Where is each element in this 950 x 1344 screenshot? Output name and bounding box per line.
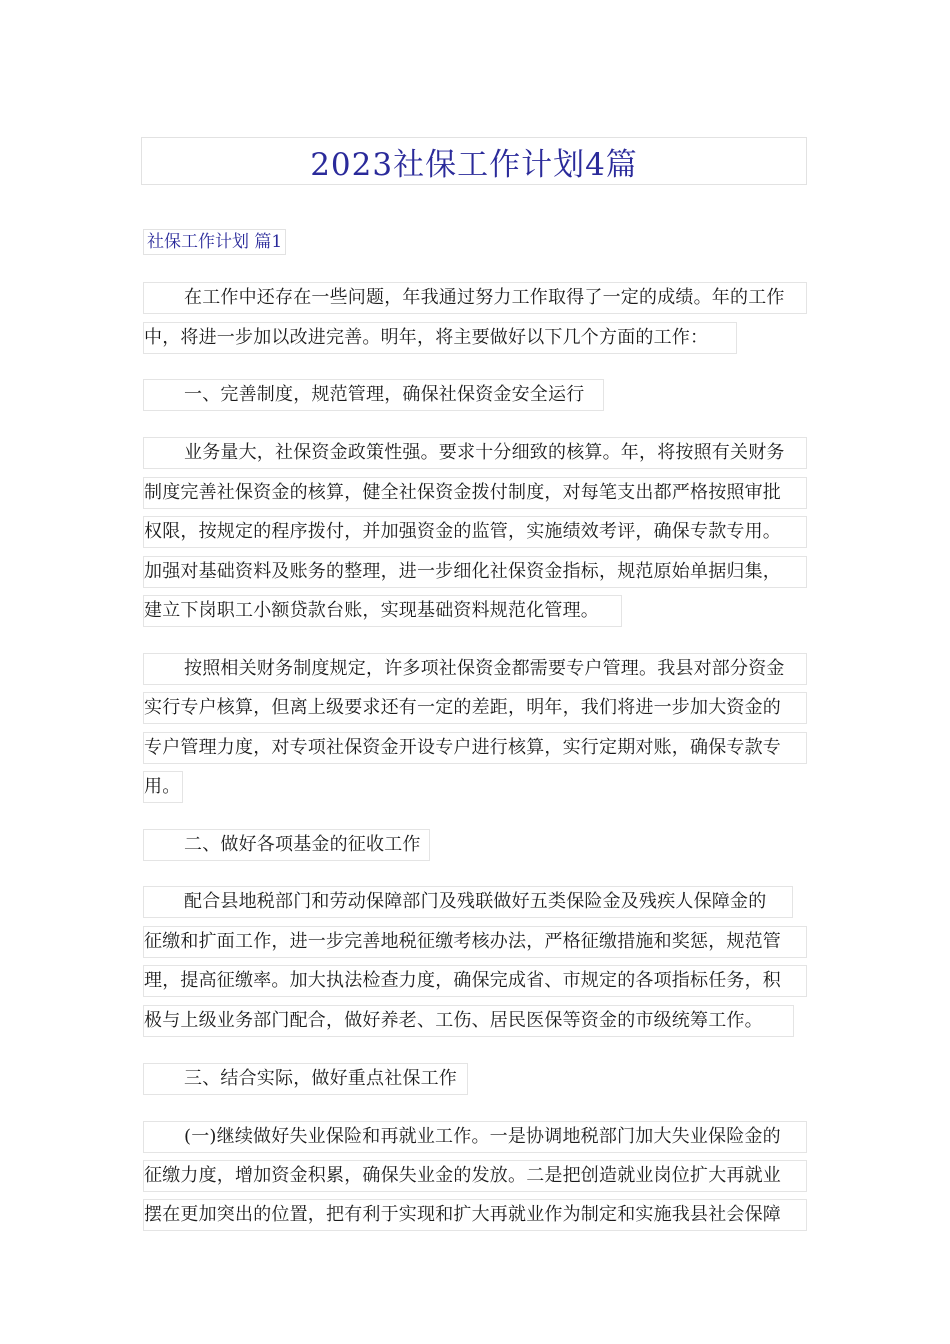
paragraph-line: (一)继续做好失业保险和再就业工作。一是协调地税部门加大失业保险金的 (143, 1121, 807, 1153)
paragraph-line: 用。 (143, 771, 183, 803)
document-title: 2023社保工作计划4篇 (310, 146, 638, 183)
document-title-box (141, 137, 807, 185)
paragraph-line: 极与上级业务部门配合，做好养老、工伤、居民医保等资金的市级统筹工作。 (143, 1005, 794, 1037)
section-label: 社保工作计划 篇1 (143, 229, 286, 255)
paragraph-line: 配合县地税部门和劳动保障部门及残联做好五类保险金及残疾人保障金的 (143, 886, 793, 918)
paragraph-line: 征缴力度，增加资金积累，确保失业金的发放。二是把创造就业岗位扩大再就业 (143, 1160, 807, 1192)
section-heading: 一、完善制度，规范管理，确保社保资金安全运行 (143, 379, 604, 411)
paragraph-line: 实行专户核算，但离上级要求还有一定的差距，明年，我们将进一步加大资金的 (143, 692, 807, 724)
paragraph-line: 加强对基础资料及账务的整理，进一步细化社保资金指标，规范原始单据归集， (143, 556, 807, 588)
paragraph-line: 按照相关财务制度规定，许多项社保资金都需要专户管理。我县对部分资金 (143, 653, 807, 685)
paragraph-line: 建立下岗职工小额贷款台账，实现基础资料规范化管理。 (143, 595, 622, 627)
paragraph-line: 业务量大，社保资金政策性强。要求十分细致的核算。年，将按照有关财务 (143, 437, 807, 469)
paragraph-line: 中，将进一步加以改进完善。明年，将主要做好以下几个方面的工作： (143, 322, 737, 354)
paragraph-line: 制度完善社保资金的核算，健全社保资金拨付制度，对每笔支出都严格按照审批 (143, 477, 807, 509)
section-heading: 三、结合实际，做好重点社保工作 (143, 1063, 468, 1095)
paragraph-line: 理，提高征缴率。加大执法检查力度，确保完成省、市规定的各项指标任务，积 (143, 965, 807, 997)
paragraph-line: 摆在更加突出的位置，把有利于实现和扩大再就业作为制定和实施我县社会保障 (143, 1199, 807, 1231)
paragraph-line: 征缴和扩面工作，进一步完善地税征缴考核办法，严格征缴措施和奖惩，规范管 (143, 926, 807, 958)
paragraph-line: 权限，按规定的程序拨付，并加强资金的监管，实施绩效考评，确保专款专用。 (143, 516, 807, 548)
section-heading: 二、做好各项基金的征收工作 (143, 829, 430, 861)
paragraph-line: 在工作中还存在一些问题，年我通过努力工作取得了一定的成绩。年的工作 (143, 282, 807, 314)
paragraph-line: 专户管理力度，对专项社保资金开设专户进行核算，实行定期对账，确保专款专 (143, 732, 807, 764)
